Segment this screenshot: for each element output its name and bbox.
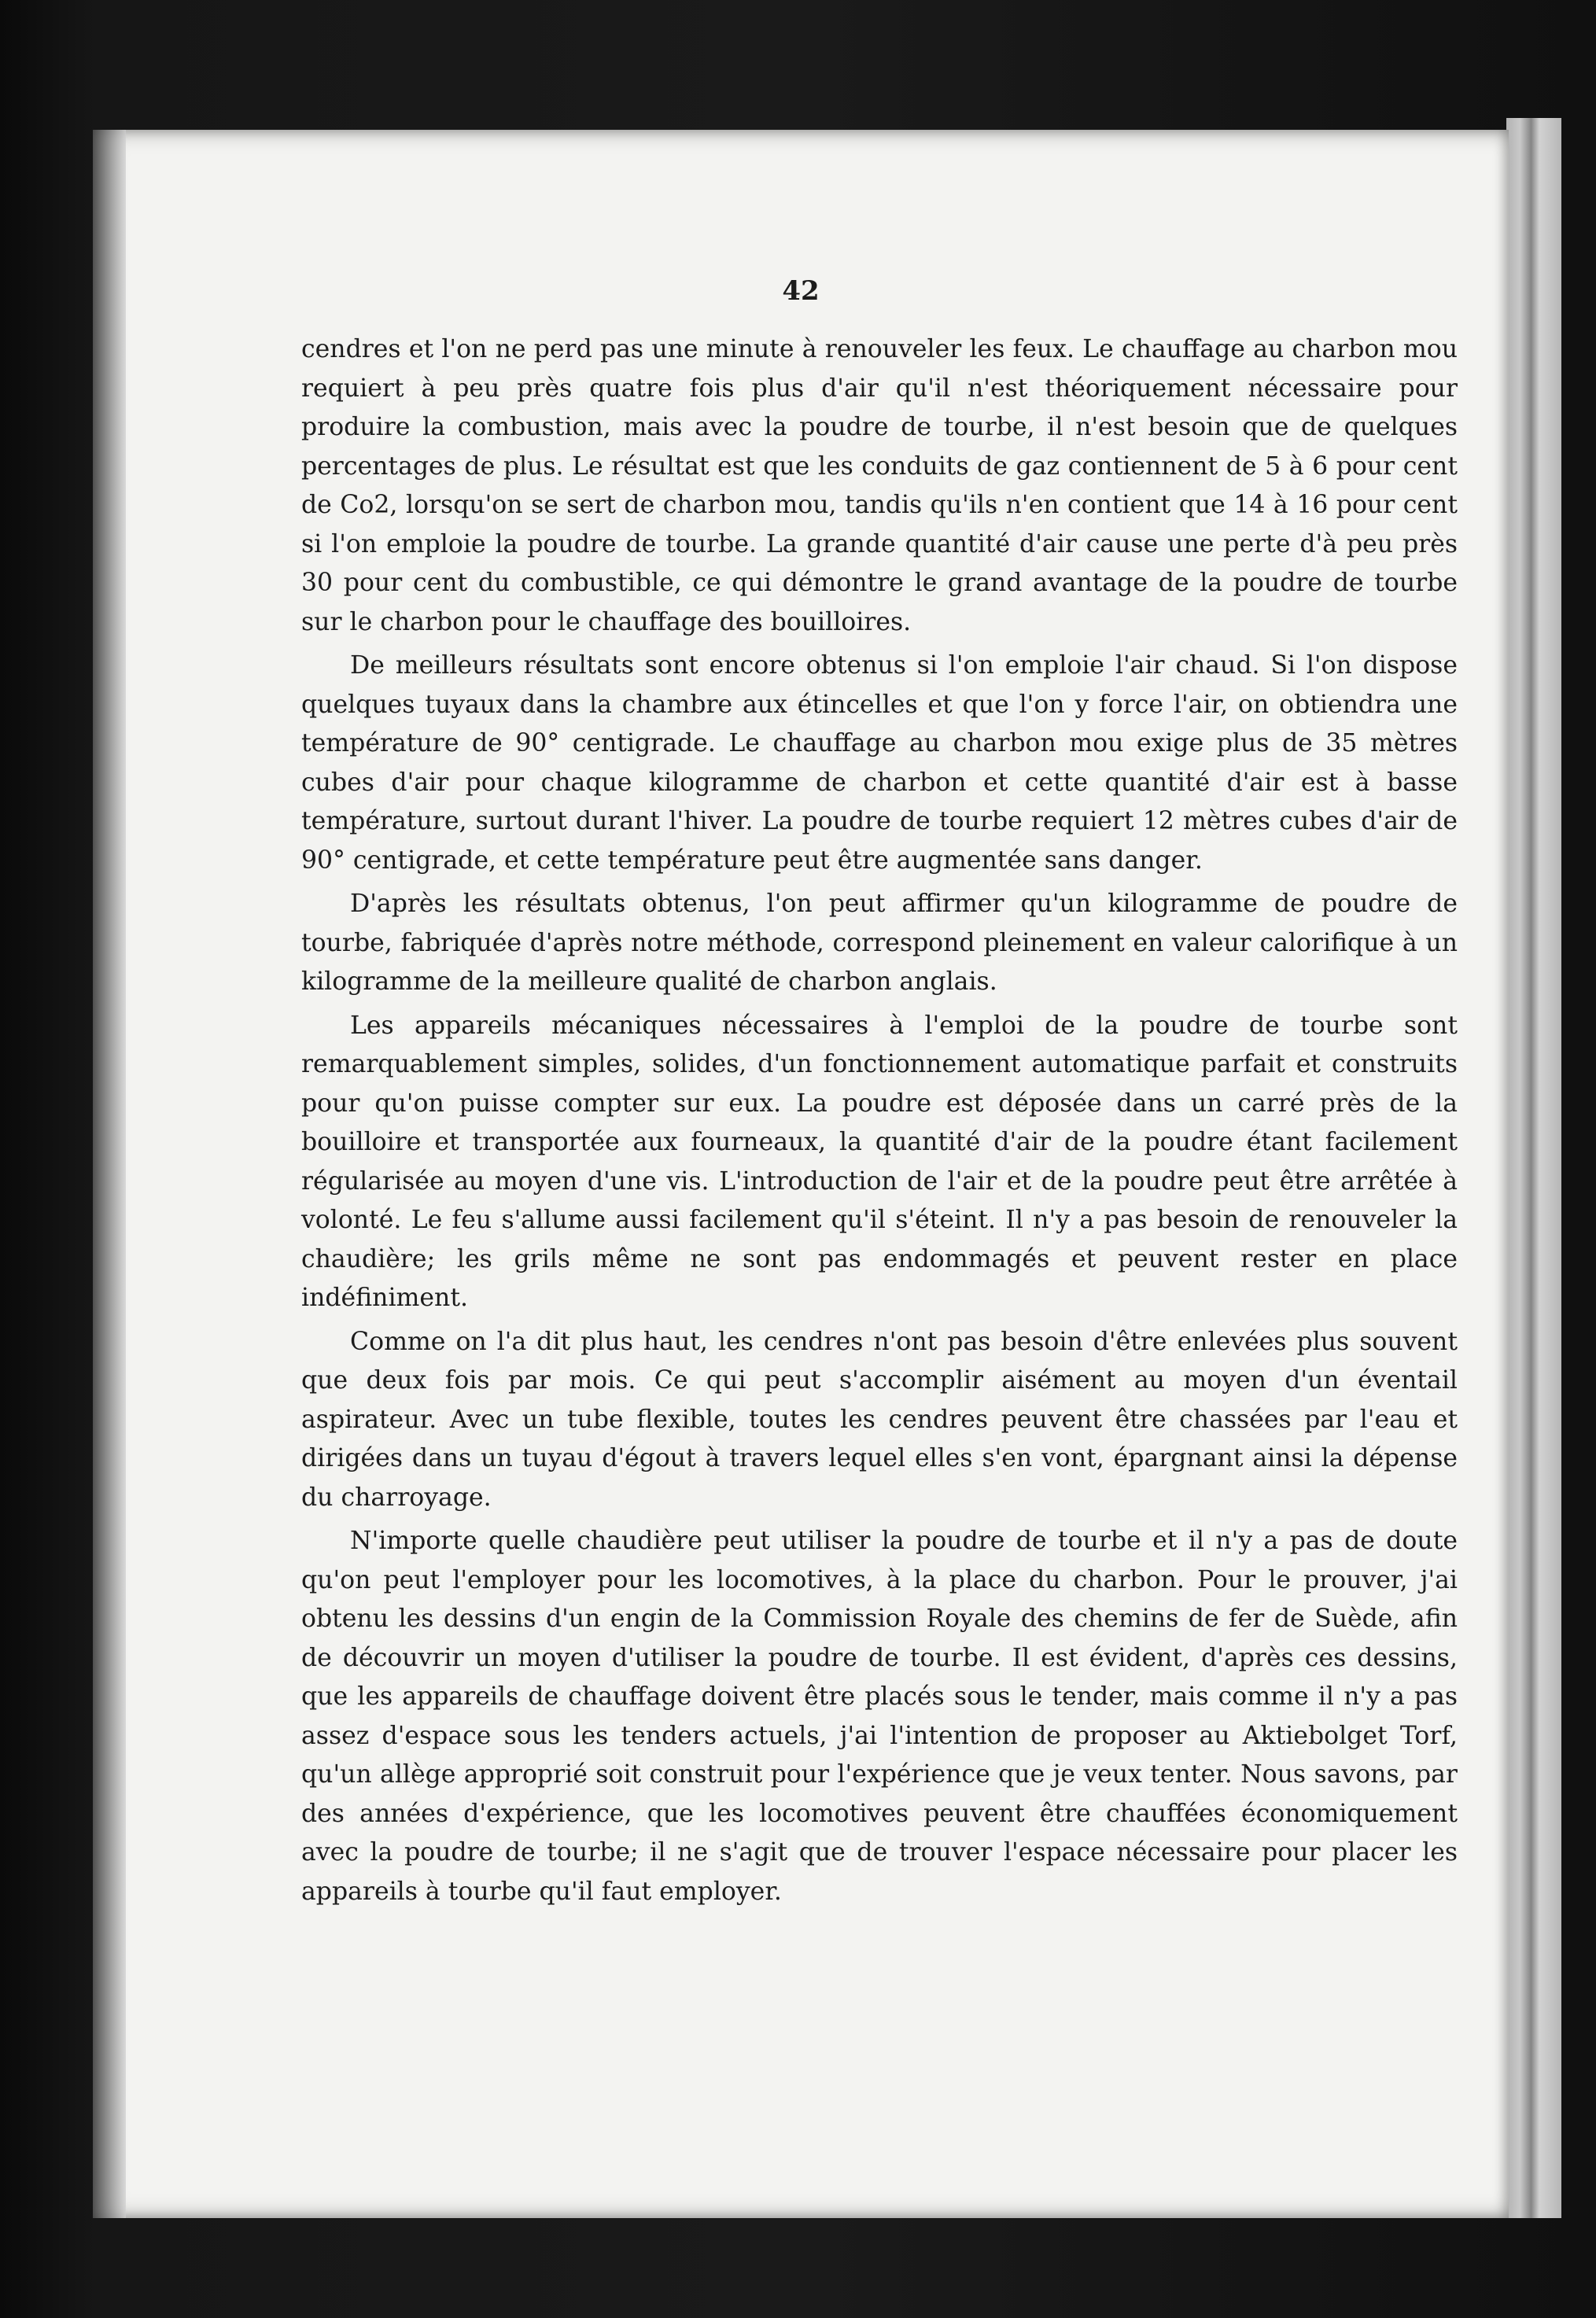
adjacent-page-edge — [1506, 118, 1561, 2218]
page-binding-shadow — [93, 130, 126, 2218]
paragraph-1: cendres et l'on ne perd pas une minute à renouveler les feux. Le chauffage au charbon mou requiert à peu près quatre fois plus d'air qu'il n'est théoriquement nécessaire pour produire la combustion, mais avec la poudre de tourbe, il n'est besoin que de quelques percentages de plus. Le résultat est que les conduits de gaz contiennent de 5 à 6 pour cent de Co2, lorsqu'on se sert de charbon mou, tandis qu'ils n'en contient que 14 à 16 pour cent si l'on emploie la poudre de tourbe. La grande quantité d'air cause une perte d'à peu près 30 pour cent du combustible, ce qui démontre le grand avantage de la poudre de tourbe sur le charbon pour le chauffage des bouilloires. — [301, 335, 1458, 636]
body-text — [301, 330, 1458, 1916]
page-number: 42 — [782, 275, 820, 307]
document-page — [93, 130, 1509, 2218]
paragraph-3: D'après les résultats obtenus, l'on peut affirmer qu'un kilogramme de poudre de tourbe, fabriquée d'après notre méthode, correspond pleinement en valeur calorifique à un kilogramme de la meilleure qualité de charbon anglais. — [301, 890, 1458, 996]
paragraph-6: N'importe quelle chaudière peut utiliser la poudre de tourbe et il n'y a pas de doute qu'on peut l'employer pour les locomotives, à la place du charbon. Pour le prouver, j'ai obtenu les dessins d'un engin de la Commission Royale des chemins de fer de Suède, afin de découvrir un moyen d'utiliser la poudre de tourbe. Il est évident, d'après ces dessins, que les appareils de chauffage doivent être placés sous le tender, mais comme il n'y a pas assez d'espace sous les tenders actuels, j'ai l'intention de proposer au Aktiebolget Torf, qu'un allège approprié soit construit pour l'expérience que je veux tenter. Nous savons, par des années d'expérience, que les locomotives peuvent être chauffées économiquement avec la poudre de tourbe; il ne s'agit que de trouver l'espace nécessaire pour placer les appareils à tourbe qu'il faut employer. — [301, 1527, 1458, 1906]
paragraph-2: De meilleurs résultats sont encore obtenus si l'on emploie l'air chaud. Si l'on dispose quelques tuyaux dans la chambre aux étincelles et que l'on y force l'air, on obtiendra une température de 90° centigrade. Le chauffage au charbon mou exige plus de 35 mètres cubes d'air pour chaque kilogramme de charbon et cette quantité d'air est à basse température, surtout durant l'hiver. La poudre de tourbe requiert 12 mètres cubes d'air de 90° centigrade, et cette température peut être augmentée sans danger. — [301, 651, 1458, 875]
paragraph-5: Comme on l'a dit plus haut, les cendres n'ont pas besoin d'être enlevées plus souvent que deux fois par mois. Ce qui peut s'accomplir aisément au moyen d'un éventail aspirateur. Avec un tube flexible, toutes les cendres peuvent être chassées par l'eau et dirigées dans un tuyau d'égout à travers lequel elles s'en vont, épargnant ainsi la dépense du charroyage. — [301, 1327, 1458, 1512]
paragraph-4: Les appareils mécaniques nécessaires à l'emploi de la poudre de tourbe sont remarquablement simples, solides, d'un fonctionnement automatique parfait et construits pour qu'on puisse compter sur eux. La poudre est déposée dans un carré près de la bouilloire et transportée aux fourneaux, la quantité d'air de la poudre étant facilement régularisée au moyen d'une vis. L'introduction de l'air et de la poudre peut être arrêtée à volonté. Le feu s'allume aussi facilement qu'il s'éteint. Il n'y a pas besoin de renouveler la chaudière; les grils même ne sont pas endommagés et peuvent rester en place indéfiniment. — [301, 1011, 1458, 1312]
